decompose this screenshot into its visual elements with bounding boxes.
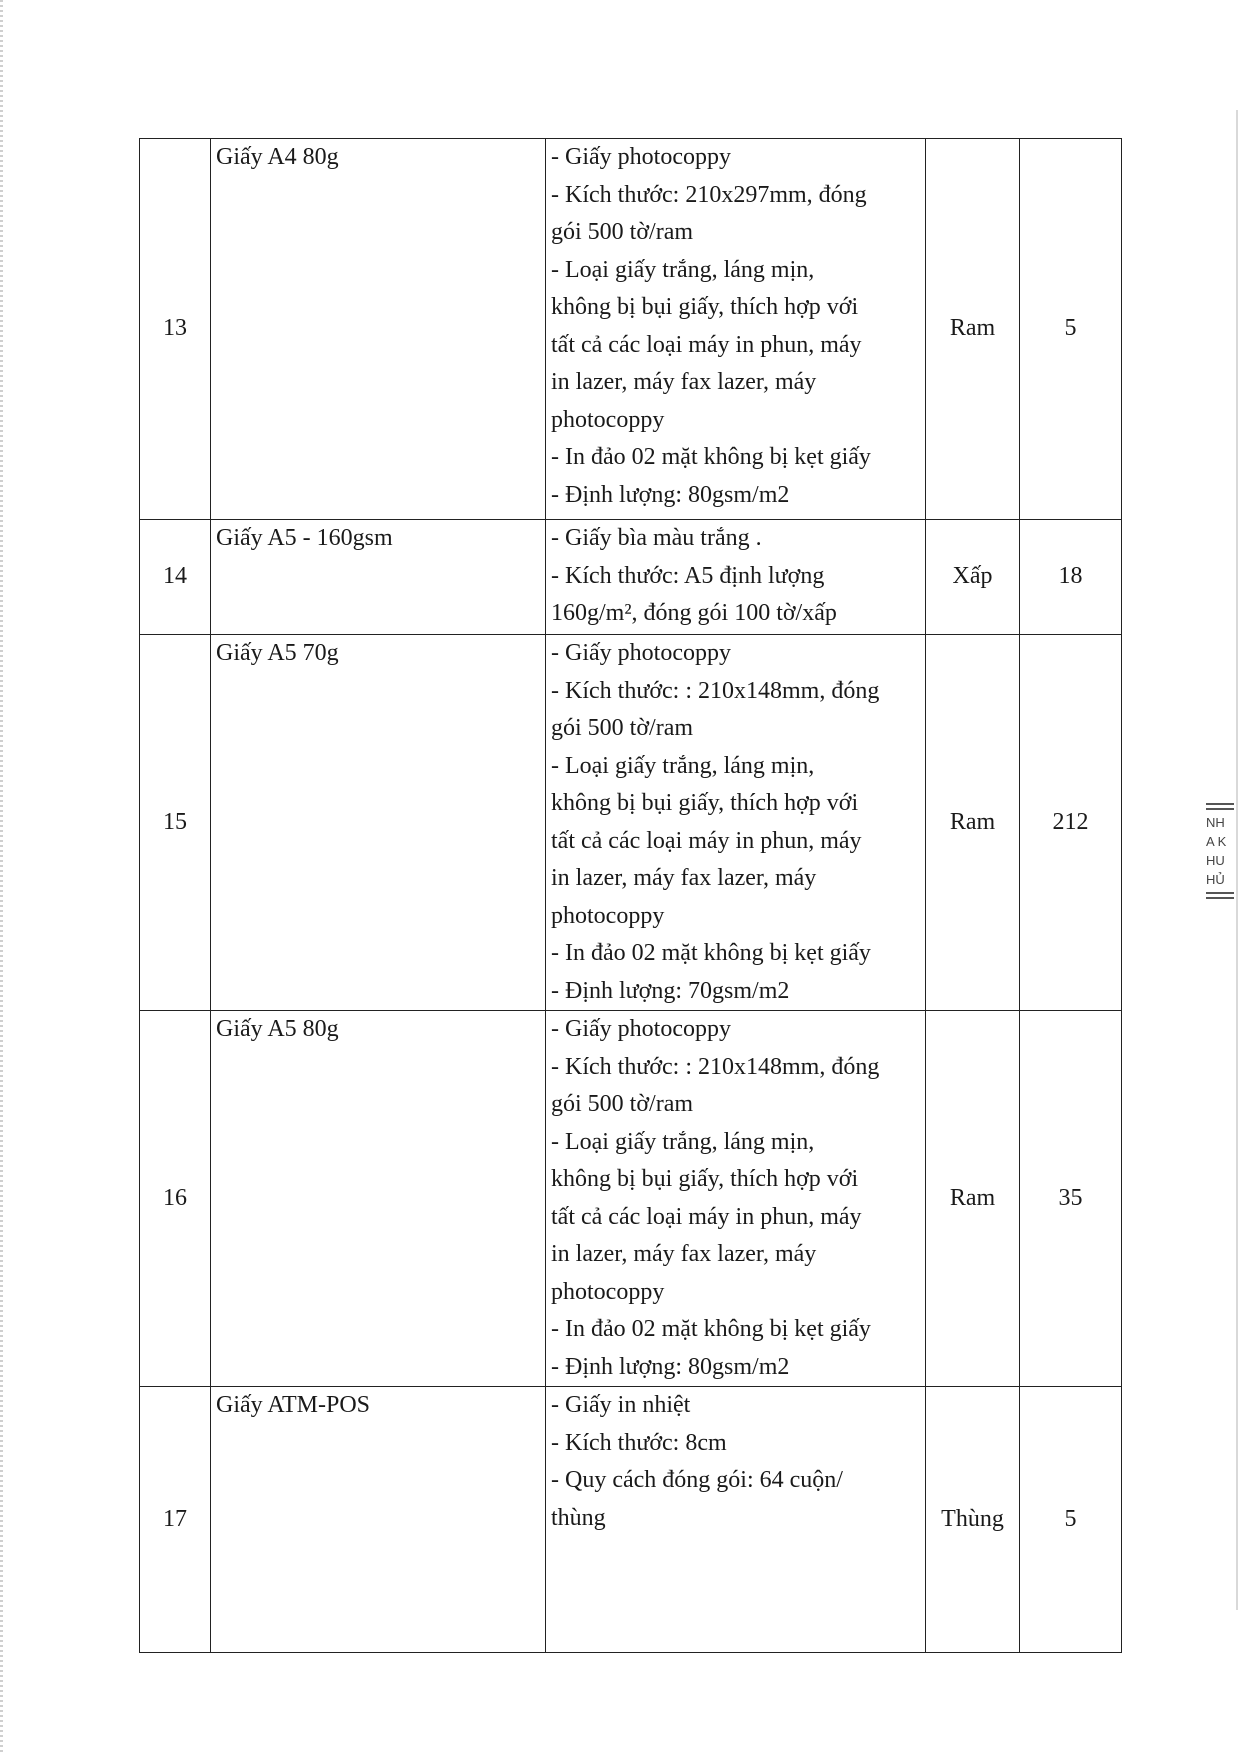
row-number: 15 — [140, 635, 211, 1011]
item-quantity: 5 — [1020, 139, 1122, 520]
stamp-rule — [1206, 897, 1234, 899]
description-line: - Kích thước: : 210x148mm, đóng — [551, 677, 880, 704]
description-line: không bị bụi giấy, thích hợp với — [551, 1166, 859, 1192]
table-row — [140, 635, 1122, 1011]
item-name: Giấy A4 80g — [211, 139, 546, 520]
supply-spec-table — [139, 138, 1122, 1653]
description-line: thùng — [551, 1504, 606, 1531]
table-row — [140, 520, 1122, 635]
item-quantity: 18 — [1020, 520, 1122, 635]
margin-stamp-fragment — [1206, 800, 1241, 1000]
description-line: - Giấy photocoppy — [551, 1016, 731, 1042]
description-line: - Giấy bìa màu trắng . — [551, 525, 762, 551]
row-number: 14 — [140, 520, 211, 635]
item-unit: Ram — [926, 139, 1020, 520]
description-line: - Loại giấy trắng, láng mịn, — [551, 1128, 815, 1155]
stamp-rule — [1206, 892, 1234, 894]
description-line: - Kích thước: 210x297mm, đóng — [551, 181, 867, 208]
stamp-text: HU — [1206, 853, 1225, 868]
description-line: gói 500 tờ/ram — [551, 715, 694, 741]
description-line: - Định lượng: 80gsm/m2 — [551, 1353, 790, 1380]
row-number: 13 — [140, 139, 211, 520]
table-row — [140, 139, 1122, 520]
description-line: tất cả các loại máy in phun, máy — [551, 1203, 862, 1230]
description-line: tất cả các loại máy in phun, máy — [551, 331, 862, 358]
description-line: - Giấy in nhiệt — [551, 1392, 691, 1418]
stamp-rule — [1206, 803, 1234, 805]
description-line: - Định lượng: 80gsm/m2 — [551, 481, 790, 508]
description-line: photocoppy — [551, 1278, 665, 1305]
item-description — [546, 1011, 926, 1387]
description-line: - In đảo 02 mặt không bị kẹt giấy — [551, 1316, 871, 1342]
description-line: - Giấy photocoppy — [551, 144, 731, 170]
description-line: - Kích thước: 8cm — [551, 1429, 727, 1456]
table-row — [140, 1011, 1122, 1387]
scan-edge-left — [0, 0, 3, 1755]
row-number: 17 — [140, 1387, 211, 1653]
description-line: - Quy cách đóng gói: 64 cuộn/ — [551, 1467, 843, 1493]
description-line: không bị bụi giấy, thích hợp với — [551, 294, 859, 320]
item-unit: Xấp — [926, 520, 1020, 635]
description-line: in lazer, máy fax lazer, máy — [551, 369, 817, 395]
description-line: gói 500 tờ/ram — [551, 1091, 694, 1117]
item-unit: Ram — [926, 635, 1020, 1011]
description-line: - Kích thước: A5 định lượng — [551, 562, 825, 589]
stamp-text: A K — [1206, 834, 1227, 849]
item-quantity: 5 — [1020, 1387, 1122, 1653]
description-line: photocoppy — [551, 902, 665, 929]
description-line: - Kích thước: : 210x148mm, đóng — [551, 1053, 880, 1080]
item-unit: Thùng — [926, 1387, 1020, 1653]
item-description — [546, 520, 926, 635]
item-description — [546, 1387, 926, 1653]
description-line: không bị bụi giấy, thích hợp với — [551, 790, 859, 816]
item-name: Giấy A5 70g — [211, 635, 546, 1011]
description-line: - In đảo 02 mặt không bị kẹt giấy — [551, 444, 871, 470]
item-name: Giấy A5 - 160gsm — [211, 520, 546, 635]
table-row — [140, 1387, 1122, 1653]
description-line: photocoppy — [551, 406, 665, 433]
description-line: - Loại giấy trắng, láng mịn, — [551, 752, 815, 779]
item-description — [546, 635, 926, 1011]
stamp-rule — [1206, 808, 1234, 810]
description-line: - Giấy photocoppy — [551, 640, 731, 666]
stamp-text: HỦ — [1206, 872, 1225, 887]
row-number: 16 — [140, 1011, 211, 1387]
description-line: gói 500 tờ/ram — [551, 219, 694, 245]
stamp-text: NH — [1206, 815, 1225, 830]
item-description — [546, 139, 926, 520]
description-line: tất cả các loại máy in phun, máy — [551, 827, 862, 854]
description-line: - Loại giấy trắng, láng mịn, — [551, 256, 815, 283]
item-unit: Ram — [926, 1011, 1020, 1387]
item-quantity: 35 — [1020, 1011, 1122, 1387]
description-line: - In đảo 02 mặt không bị kẹt giấy — [551, 940, 871, 966]
item-name: Giấy ATM-POS — [211, 1387, 546, 1653]
description-line: - Định lượng: 70gsm/m2 — [551, 977, 790, 1004]
description-line: in lazer, máy fax lazer, máy — [551, 1241, 817, 1267]
item-quantity: 212 — [1020, 635, 1122, 1011]
description-line: 160g/m², đóng gói 100 tờ/xấp — [551, 600, 837, 626]
item-name: Giấy A5 80g — [211, 1011, 546, 1387]
description-line: in lazer, máy fax lazer, máy — [551, 865, 817, 891]
